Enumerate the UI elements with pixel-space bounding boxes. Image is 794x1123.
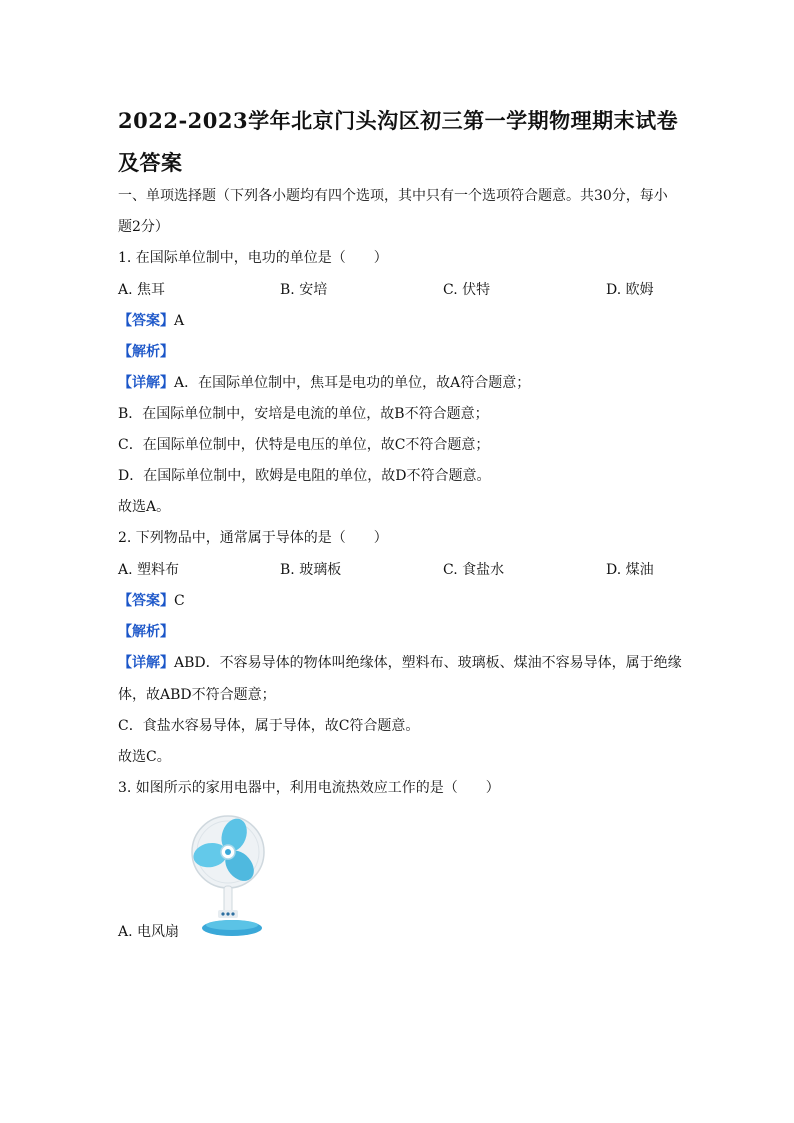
answer-tag: 【答案】: [118, 313, 174, 329]
question-1-option-c: C. 伏特: [443, 282, 491, 298]
question-1-detail-1: [118, 373, 530, 393]
question-1-choose: 故选A。: [118, 499, 171, 515]
question-1-option-d: D. 欧姆: [606, 282, 654, 298]
question-3-option-a: A. 电风扇: [118, 924, 180, 940]
question-2-option-d: D. 煤油: [606, 562, 654, 578]
detail-text: A．在国际单位制中，焦耳是电功的单位，故A符合题意；: [174, 375, 531, 391]
electric-fan-icon: [188, 812, 278, 940]
answer-tag: 【答案】: [118, 593, 174, 609]
question-1-detail-2: B．在国际单位制中，安培是电流的单位，故B不符合题意；: [118, 406, 489, 422]
detail-tag: 【详解】: [118, 655, 174, 671]
answer-value: A: [174, 313, 185, 329]
answer-value: C: [174, 593, 185, 609]
question-2-option-c: C. 食盐水: [443, 562, 505, 578]
question-1-option-b: B. 安培: [280, 282, 328, 298]
question-1-detail-3: C．在国际单位制中，伏特是电压的单位，故C不符合题意；: [118, 437, 490, 453]
question-2-detail-1-cont: 体，故ABD不符合题意；: [118, 687, 276, 703]
question-2-option-a: A. 塑料布: [118, 562, 180, 578]
question-1-answer: [118, 311, 184, 331]
section-heading-line-1: 一、单项选择题（下列各小题均有四个选项，其中只有一个选项符合题意。共30分，每小: [118, 188, 668, 204]
question-2-option-b: B. 玻璃板: [280, 562, 342, 578]
question-2-detail-2: C．食盐水容易导体，属于导体，故C符合题意。: [118, 718, 420, 734]
detail-text: ABD．不容易导体的物体叫绝缘体，塑料布、玻璃板、煤油不容易导体，属于绝缘: [174, 655, 682, 671]
question-1-detail-4: D．在国际单位制中，欧姆是电阻的单位，故D不符合题意。: [118, 468, 491, 484]
question-3-stem: 3. 如图所示的家用电器中，利用电流热效应工作的是（ ）: [118, 780, 500, 796]
question-2-stem: 2. 下列物品中，通常属于导体的是（ ）: [118, 530, 388, 546]
question-2-answer: [118, 591, 185, 611]
section-heading-line-2: 题2分）: [118, 219, 169, 235]
question-1-stem: 1. 在国际单位制中，电功的单位是（ ）: [118, 250, 388, 266]
document-title: 2022-2023学年北京门头沟区初三第一学期物理期末试卷及答案: [118, 108, 679, 175]
detail-tag: 【详解】: [118, 375, 174, 391]
question-2-detail-1: [118, 653, 682, 673]
analysis-tag: 【解析】: [118, 344, 174, 360]
question-1-option-a: A. 焦耳: [118, 282, 166, 298]
question-2-choose: 故选C。: [118, 749, 171, 765]
question-2-analysis: [118, 622, 174, 642]
question-1-analysis: [118, 342, 174, 362]
analysis-tag: 【解析】: [118, 624, 174, 640]
